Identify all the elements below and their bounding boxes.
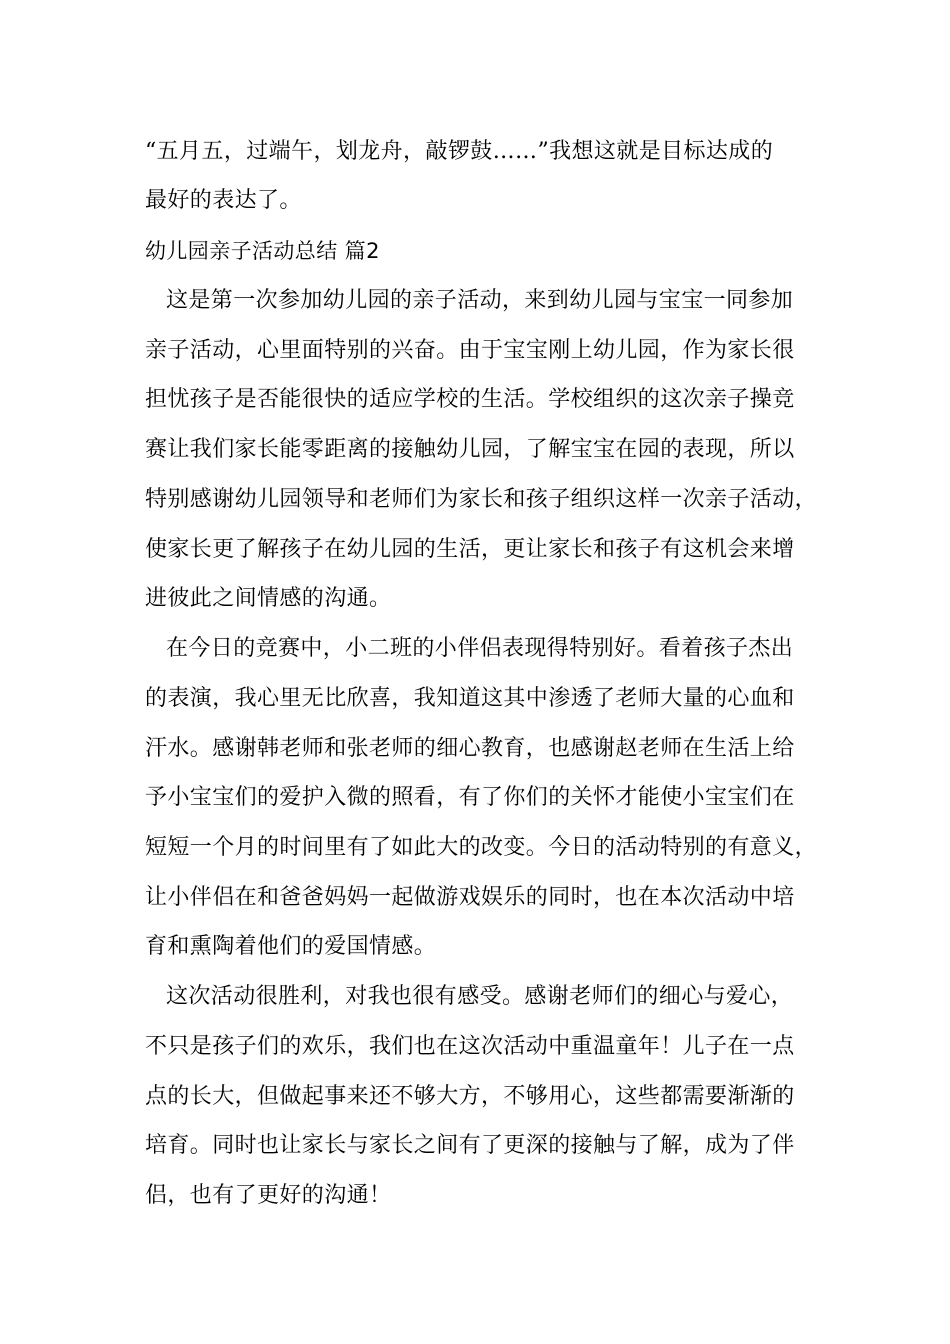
paragraph-line: 这是第一次参加幼儿园的亲子活动，来到幼儿园与宝宝一同参加 — [166, 288, 794, 313]
paragraph-line: 培育。同时也让家长与家长之间有了更深的接触与了解，成为了伴 — [145, 1133, 795, 1158]
paragraph-line: 这次活动很胜利，对我也很有感受。感谢老师们的细心与爱心， — [166, 984, 794, 1009]
paragraph-line: 的表演，我心里无比欣喜，我知道这其中渗透了老师大量的心血和 — [145, 686, 795, 711]
paragraph-line: 短短一个月的时间里有了如此大的改变。今日的活动特别的有意义， — [145, 835, 818, 860]
paragraph-line: 予小宝宝们的爱护入微的照看，有了你们的关怀才能使小宝宝们在 — [145, 785, 795, 810]
paragraph-line: 在今日的竞赛中，小二班的小伴侣表现得特别好。看着孩子杰出 — [166, 636, 794, 661]
section-title: 幼儿园亲子活动总结 篇2 — [145, 239, 380, 263]
intro-line: “五月五，过端午，划龙舟，敲锣鼓……”我想这就是目标达成的 — [145, 139, 774, 164]
paragraph-line: 担忧孩子是否能很快的适应学校的生活。学校组织的这次亲子操竞 — [145, 387, 795, 412]
paragraph-line: 使家长更了解孩子在幼儿园的生活，更让家长和孩子有这机会来增 — [145, 537, 795, 562]
paragraph-line: 让小伴侣在和爸爸妈妈一起做游戏娱乐的同时，也在本次活动中培 — [145, 885, 795, 910]
paragraph-line: 点的长大，但做起事来还不够大方，不够用心，这些都需要渐渐的 — [145, 1084, 795, 1109]
paragraph-line: 汗水。感谢韩老师和张老师的细心教育，也感谢赵老师在生活上给 — [145, 736, 795, 761]
paragraph-line: 特别感谢幼儿园领导和老师们为家长和孩子组织这样一次亲子活动， — [145, 487, 818, 512]
paragraph-line: 不只是孩子们的欢乐，我们也在这次活动中重温童年！儿子在一点 — [145, 1034, 795, 1059]
paragraph-line: 育和熏陶着他们的爱国情感。 — [145, 934, 437, 959]
paragraph-line: 侣，也有了更好的沟通！ — [145, 1183, 392, 1208]
intro-line: 最好的表达了。 — [145, 188, 302, 213]
paragraph-line: 赛让我们家长能零距离的接触幼儿园，了解宝宝在园的表现，所以 — [145, 437, 795, 462]
paragraph-line: 亲子活动，心里面特别的兴奋。由于宝宝刚上幼儿园，作为家长很 — [145, 338, 795, 363]
paragraph-line: 进彼此之间情感的沟通。 — [145, 586, 392, 611]
